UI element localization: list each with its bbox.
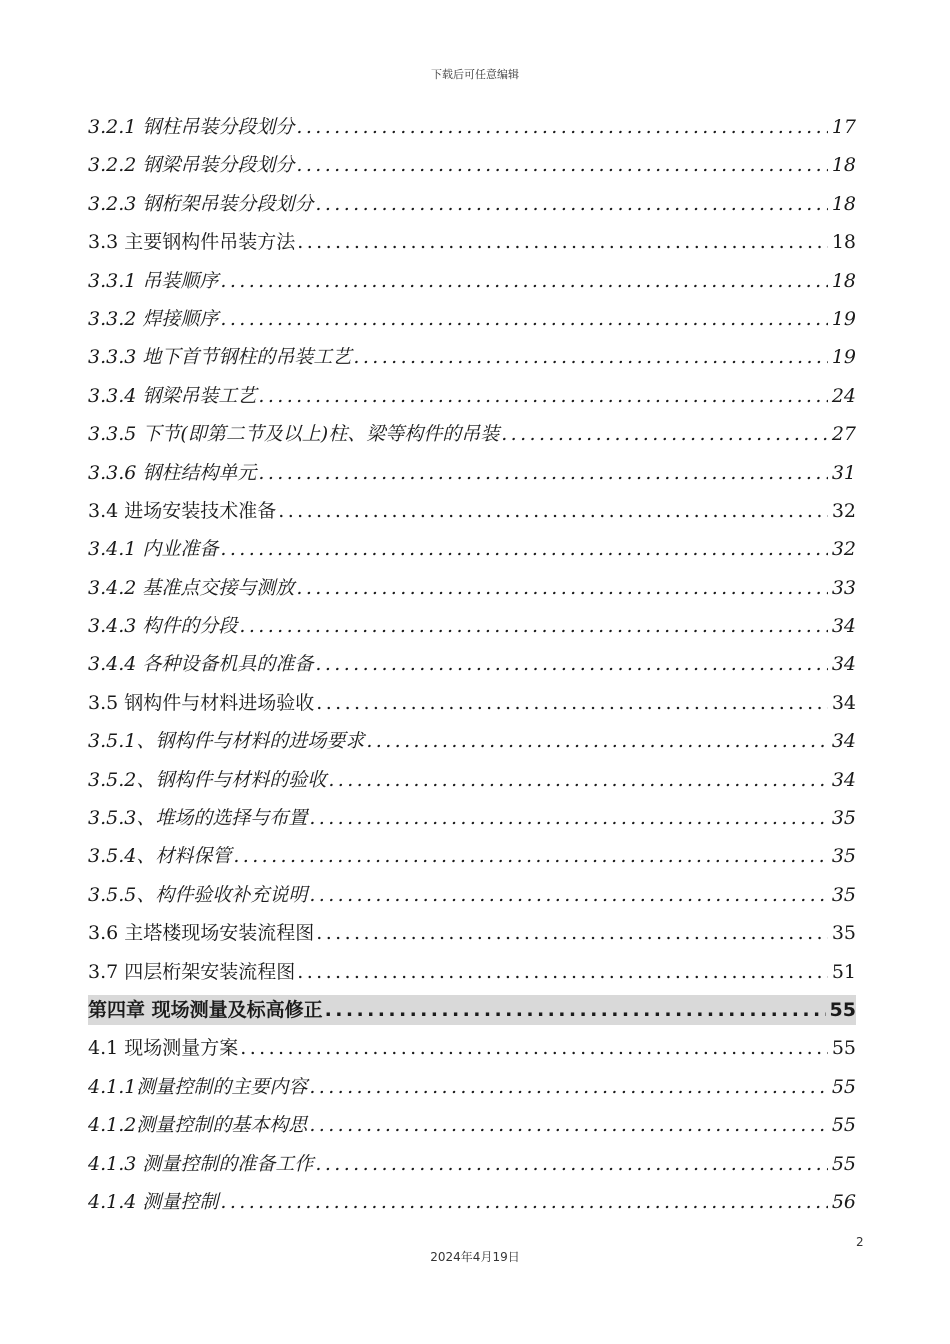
toc-entry-title: 3.4.4 各种设备机具的准备 [88,653,314,676]
toc-entry-title: 3.2.3 钢桁架吊装分段划分 [88,192,314,215]
toc-entry-page: 55 [829,998,856,1021]
toc-entry[interactable] [88,108,856,146]
toc-entry[interactable] [88,415,856,453]
toc-entry-title: 3.3.5 下节(即第二节及以上)柱、梁等构件的吊装 [88,423,500,446]
toc-leader-dots [328,761,827,799]
toc-entry-title: 3.3.6 钢柱结构单元 [88,461,257,484]
toc-entry-title: 3.2.1 钢柱吊装分段划分 [88,116,295,138]
toc-entry-page: 18 [831,231,856,254]
toc-entry-title: 3.5 钢构件与材料进场验收 [88,691,315,714]
toc-leader-dots [366,722,827,760]
toc-leader-dots [309,799,827,837]
toc-entry-title: 3.3.3 地下首节钢柱的吊装工艺 [88,346,352,369]
toc-entry[interactable] [88,799,856,837]
toc-entry-title: 3.3 主要钢构件吊装方法 [88,231,296,254]
toc-leader-dots [258,454,827,492]
toc-entry-page: 24 [831,384,856,407]
toc-entry-page: 19 [831,307,856,330]
toc-leader-dots [239,607,827,645]
toc-entry[interactable] [88,722,856,760]
toc-entry-title: 3.2.2 钢梁吊装分段划分 [88,154,295,177]
toc-entry[interactable] [88,185,856,223]
toc-entry-page: 34 [831,730,856,753]
toc-entry-page: 34 [831,768,856,791]
toc-entry-page: 55 [831,1037,856,1060]
toc-entry-page: 32 [831,538,856,561]
toc-leader-dots [315,185,827,223]
toc-entry[interactable] [88,530,856,568]
toc-leader-dots [315,645,827,683]
toc-entry-title: 4.1.3 测量控制的准备工作 [88,1152,314,1175]
toc-entry-page: 35 [831,807,856,830]
toc-entry-title: 3.3.1 吊装顺序 [88,269,219,292]
toc-entry-page: 18 [831,154,856,177]
toc-entry[interactable] [88,607,856,645]
toc-entry[interactable] [88,1068,856,1106]
toc-entry-title: 4.1.4 测量控制 [88,1190,219,1213]
toc-entry-page: 34 [831,615,856,638]
toc-entry-page: 51 [831,960,856,983]
toc-entry-page: 32 [831,499,856,522]
toc-leader-dots [220,300,827,338]
toc-entry-page: 56 [831,1190,856,1213]
toc-leader-dots [233,837,827,875]
toc-entry-title: 4.1 现场测量方案 [88,1037,239,1060]
toc-entry[interactable] [88,1183,856,1221]
toc-entry-title: 3.6 主塔楼现场安装流程图 [88,922,315,945]
toc-entry[interactable] [88,300,856,338]
toc-entry-title: 4.1.1测量控制的主要内容 [88,1075,308,1098]
toc-leader-dots [296,108,827,146]
page-header: 下载后可任意编辑 [431,68,519,81]
toc-leader-dots [220,262,827,300]
toc-entry[interactable] [88,146,856,184]
footer-date: 2024年4月19日 [430,1250,520,1264]
toc-leader-dots [309,876,827,914]
toc-entry-title: 3.3.4 钢梁吊装工艺 [88,384,257,407]
toc-entry-title: 3.4.3 构件的分段 [88,615,238,638]
toc-entry[interactable] [88,1145,856,1183]
toc-leader-dots [325,995,826,1025]
toc-entry-page: 31 [831,461,856,484]
toc-leader-dots [316,914,828,952]
toc-leader-dots [309,1106,827,1144]
toc-leader-dots [220,1183,827,1221]
toc-entry[interactable] [88,223,856,261]
toc-leader-dots [501,415,828,453]
toc-entry-title: 3.4 进场安装技术准备 [88,499,277,522]
toc-entry-page: 33 [831,576,856,599]
toc-leader-dots [316,684,828,722]
toc-entry[interactable] [88,953,856,991]
toc-entry[interactable] [88,377,856,415]
toc-entry[interactable] [88,761,856,799]
toc-leader-dots [296,146,827,184]
toc-entry[interactable] [88,262,856,300]
toc-entry[interactable] [88,1106,856,1144]
toc-chapter-entry[interactable] [88,995,856,1025]
toc-entry[interactable] [88,1029,856,1067]
toc-entry-title: 第四章 现场测量及标高修正 [88,998,323,1021]
toc-entry[interactable] [88,914,856,952]
toc-entry-page: 34 [831,653,856,676]
toc-entry-page: 55 [831,1075,856,1098]
toc-entry-title: 3.5.5、构件验收补充说明 [88,883,308,906]
toc-entry-title: 3.4.1 内业准备 [88,538,219,561]
toc-entry-page: 55 [831,1114,856,1137]
toc-entry-page: 34 [831,691,856,714]
toc-entry[interactable] [88,338,856,376]
page-number: 2 [856,1235,864,1249]
toc-entry-page: 17 [831,116,856,138]
toc-leader-dots [240,1029,828,1067]
toc-leader-dots [309,1068,827,1106]
toc-entry[interactable] [88,876,856,914]
toc-leader-dots [353,338,827,376]
toc-entry-title: 3.5.1、钢构件与材料的进场要求 [88,730,365,753]
toc-entry[interactable] [88,492,856,530]
toc-entry-title: 3.5.3、堆场的选择与布置 [88,807,308,830]
toc-leader-dots [258,377,827,415]
toc-leader-dots [297,223,828,261]
toc-entry-title: 3.5.4、材料保管 [88,845,232,868]
toc-entry[interactable] [88,837,856,875]
toc-entry-page: 35 [831,922,856,945]
toc-entry-page: 18 [831,269,856,292]
toc-entry[interactable] [88,684,856,722]
toc-entry-title: 4.1.2测量控制的基本构思 [88,1114,308,1137]
toc-entry-page: 35 [831,883,856,906]
toc-entry[interactable] [88,454,856,492]
toc-entry-title: 3.3.2 焊接顺序 [88,307,219,330]
toc-entry[interactable] [88,645,856,683]
toc-leader-dots [297,953,828,991]
table-of-contents [88,108,856,1221]
toc-entry-page: 35 [831,845,856,868]
toc-entry-page: 55 [831,1152,856,1175]
toc-entry-title: 3.5.2、钢构件与材料的验收 [88,768,327,791]
toc-leader-dots [296,569,827,607]
toc-entry-title: 3.4.2 基准点交接与测放 [88,576,295,599]
toc-entry-page: 19 [831,346,856,369]
toc-leader-dots [278,492,828,530]
toc-leader-dots [315,1145,827,1183]
toc-entry-title: 3.7 四层桁架安装流程图 [88,960,296,983]
toc-entry-page: 27 [831,423,856,446]
toc-leader-dots [220,530,827,568]
toc-entry[interactable] [88,569,856,607]
toc-entry-page: 18 [831,192,856,215]
